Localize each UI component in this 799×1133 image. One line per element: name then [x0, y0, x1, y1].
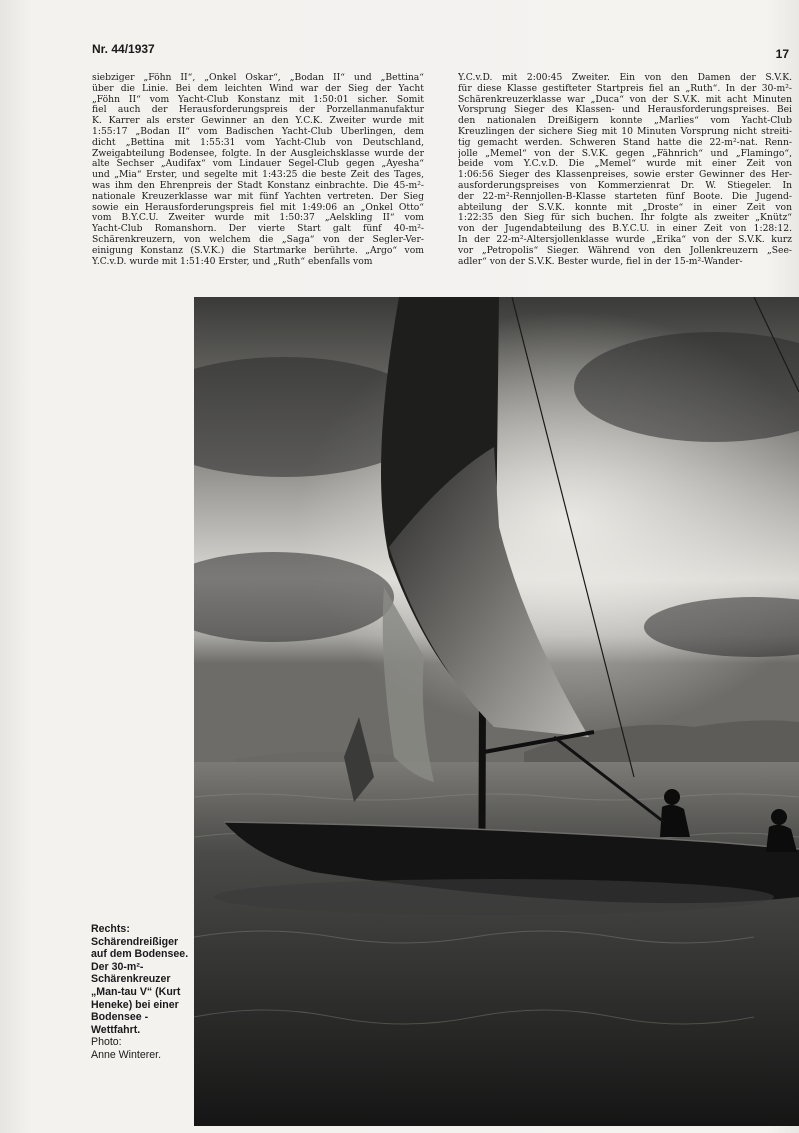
- photo-credit-label: Photo:: [91, 1036, 122, 1049]
- text-line: abteilung der S.V.K. konnte mit „Droste“ in einer Zeit von: [458, 202, 792, 213]
- text-line: Yacht-Club Romanshorn. Der vierte Start galt fünf 40-m²-: [92, 224, 424, 235]
- text-line: jolle „Memel“ von der S.V.K. gegen „Fähnrich“ und „Flamingo“,: [458, 148, 792, 159]
- text-line: fiel auch der Herausforderungspreis der Porzellanmanufaktur: [92, 105, 424, 116]
- text-line: K. Karrer als erster Gewinner an den Y.C.K. Zweiter wurde mit: [92, 116, 424, 127]
- page-number: 17: [775, 47, 789, 61]
- text-line: Zweigabteilung Bodensee, folgte. In der Ausgleichsklasse wurde der: [92, 148, 424, 159]
- text-line: Vorsprung Sieger des Klassen- und Herausforderungspreises. Bei: [458, 105, 792, 116]
- text-line: ausforderungspreises von Kommerzienrat Dr. W. Stiegeler. In: [458, 180, 792, 191]
- article-column-right: [458, 73, 792, 267]
- text-line: was ihm den Ehrenpreis der Stadt Konstanz einbrachte. Die 45-m²-: [92, 180, 424, 191]
- text-line: „Föhn II“ vom Yacht-Club Konstanz mit 1:50:01 sicher. Somit: [92, 94, 424, 105]
- text-line: den nationalen Dreißigern konnte „Marlies“ vom Yacht-Club: [458, 116, 792, 127]
- text-line: von der Jugendabteilung des B.Y.C.Ü. in einer Zeit von 1:28:12.: [458, 224, 792, 235]
- text-line: Kreuzlingen der sichere Sieg mit 10 Minuten Vorsprung nicht streiti-: [458, 126, 792, 137]
- text-line: und „Mia“ Erster, und segelte mit 1:43:25 die beste Zeit des Tages,: [92, 170, 424, 181]
- text-line: Y.C.v.D. wurde mit 1:51:40 Erster, und „Ruth“ ebenfalls vom: [92, 256, 373, 267]
- sailing-yacht-photo: [194, 297, 799, 1126]
- caption-text: Rechts: Schärendreißiger auf dem Bodensee. Der 30-m²-Schärenkreuzer „Man-tau V“ (Kurt Heneke) bei einer Bodensee - Wettfahrt.: [91, 923, 189, 1036]
- text-line: siebziger „Föhn II“, „Onkel Oskar“, „Bodan II“ und „Bettina“: [92, 73, 424, 83]
- text-line: sowie ein Herausforderungspreis fiel mit 1:49:06 an „Onkel Otto“: [92, 202, 424, 213]
- text-line: adler“ von der S.V.K. Bester wurde, fiel in der 15-m²-Wander-: [458, 256, 743, 267]
- text-line: nationale Kreuzerklasse war mit fünf Yachten vertreten. Der Sieg: [92, 191, 424, 202]
- text-line: dicht „Bettina mit 1:55:31 vom Yacht-Club von Deutschland,: [92, 137, 424, 148]
- text-line: tig gemacht werden. Schweren Stand hatte die 22-m²-nat. Renn-: [458, 137, 792, 148]
- text-line: über die Linie. Bei dem leichten Wind war der Sieg der Yacht: [92, 83, 424, 94]
- text-line: Y.C.v.D. mit 2:00:45 Zweiter. Ein von den Damen der S.V.K.: [458, 73, 792, 83]
- photo-illustration: [194, 297, 799, 1126]
- text-line: Schärenkreuzerklasse war „Duca“ von der S.V.K. mit acht Minuten: [458, 94, 792, 105]
- text-line: In der 22-m²-Altersjollenklasse wurde „Erika“ von der S.V.K. kurz: [458, 234, 792, 245]
- text-line: vor „Petropolis“ Sieger. Während von den Jollenkreuzern „See-: [458, 245, 792, 256]
- text-line: für diese Klasse gestifteter Startpreis fiel an „Ruth“. In der 30-m²-: [458, 83, 792, 94]
- photo-credit-name: Anne Winterer.: [91, 1048, 162, 1061]
- issue-number: Nr. 44/1937: [92, 42, 155, 56]
- text-line: 1:55:17 „Bodan II“ vom Badischen Yacht-Club Überlingen, dem: [92, 126, 424, 137]
- photo-caption: [91, 923, 191, 1062]
- text-line: der 22-m²-Rennjollen-B-Klasse starteten fünf Boote. Die Jugend-: [458, 191, 792, 202]
- text-line: 1:06:56 Sieger des Klassenpreises, sowie erster Gewinner des Her-: [458, 170, 792, 181]
- text-line: alte Sechser „Audifax“ vom Lindauer Segel-Club gegen „Ayesha“: [92, 159, 424, 170]
- article-column-left: [92, 73, 424, 267]
- text-line: beide vom Y.C.v.D. Die „Memel“ wurde mit einer Zeit von: [458, 159, 792, 170]
- text-line: Schärenkreuzern, von welchem die „Saga“ von der Segler-Ver-: [92, 234, 424, 245]
- text-line: vom B.Y.C.Ü. Zweiter wurde mit 1:50:37 „Aelskling II“ vom: [92, 213, 424, 224]
- text-line: einigung Konstanz (S.V.K.) die Startmarke berührte. „Argo“ vom: [92, 245, 424, 256]
- text-line: 1:22:35 den Sieg für sich buchen. Ihr folgte als zweiter „Knütz“: [458, 213, 792, 224]
- lake-water: [194, 762, 799, 1126]
